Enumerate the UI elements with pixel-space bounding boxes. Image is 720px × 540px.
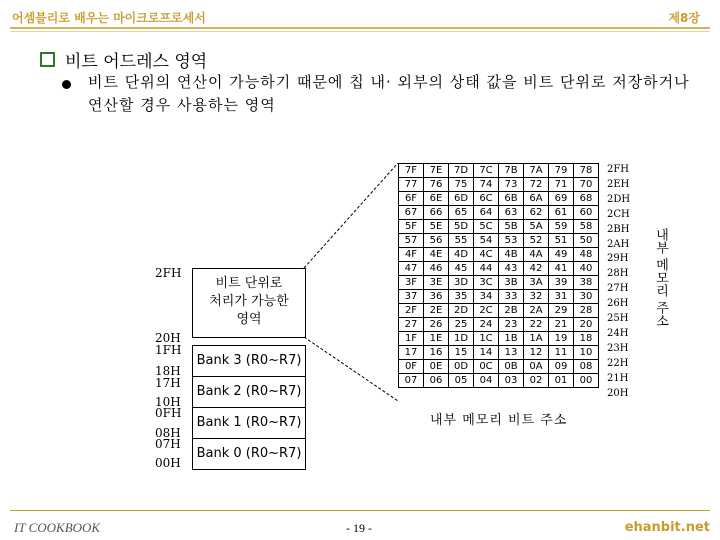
grid-row bbox=[399, 234, 599, 248]
grid-row bbox=[399, 290, 599, 304]
grid-cell: 36 bbox=[424, 290, 449, 304]
grid-cell: 77 bbox=[399, 178, 424, 192]
grid-cell: 70 bbox=[574, 178, 599, 192]
grid-caption: 내부 메모리 비트 주소 bbox=[430, 413, 568, 428]
grid-cell: 6A bbox=[524, 192, 549, 206]
grid-cell: 6C bbox=[474, 192, 499, 206]
grid-cell: 53 bbox=[499, 234, 524, 248]
grid-cell: 2C bbox=[474, 304, 499, 318]
left-address: 08H bbox=[155, 426, 181, 440]
grid-cell: 39 bbox=[549, 276, 574, 290]
grid-cell: 6E bbox=[424, 192, 449, 206]
grid-row bbox=[399, 178, 599, 192]
grid-cell: 5B bbox=[499, 220, 524, 234]
grid-cell: 79 bbox=[549, 164, 574, 178]
grid-cell: 49 bbox=[549, 248, 574, 262]
grid-cell: 04 bbox=[474, 374, 499, 388]
connector-bottom bbox=[304, 337, 398, 401]
grid-cell: 00 bbox=[574, 374, 599, 388]
grid-cell: 57 bbox=[399, 234, 424, 248]
left-address: 00H bbox=[155, 456, 181, 470]
grid-cell: 64 bbox=[474, 206, 499, 220]
grid-side-label: 내부 메모리 주소 bbox=[653, 228, 668, 328]
grid-cell: 1C bbox=[474, 332, 499, 346]
grid-cell: 3C bbox=[474, 276, 499, 290]
grid-cell: 14 bbox=[474, 346, 499, 360]
bit-area-box bbox=[192, 268, 306, 338]
grid-cell: 3B bbox=[499, 276, 524, 290]
grid-cell: 76 bbox=[424, 178, 449, 192]
grid-cell: 4F bbox=[399, 248, 424, 262]
grid-cell: 6D bbox=[449, 192, 474, 206]
left-address: 10H bbox=[155, 395, 181, 409]
grid-row-address: 22H bbox=[607, 357, 629, 369]
left-address: 17H bbox=[155, 376, 181, 390]
grid-row-address: 2FH bbox=[607, 164, 630, 175]
grid-row bbox=[399, 360, 599, 374]
bit-area-line: 영역 bbox=[236, 312, 262, 327]
page-number: - 19 - bbox=[346, 521, 372, 535]
grid-row bbox=[399, 164, 599, 178]
bank-3-box: Bank 3 (R0~R7) bbox=[192, 345, 306, 377]
grid-cell: 46 bbox=[424, 262, 449, 276]
grid-cell: 3E bbox=[424, 276, 449, 290]
grid-cell: 42 bbox=[524, 262, 549, 276]
grid-cell: 17 bbox=[399, 346, 424, 360]
grid-row-address: 21H bbox=[607, 372, 629, 384]
grid-row bbox=[399, 374, 599, 388]
grid-cell: 7B bbox=[499, 164, 524, 178]
grid-cell: 34 bbox=[474, 290, 499, 304]
grid-row-address: 2CH bbox=[607, 208, 630, 220]
grid-cell: 6B bbox=[499, 192, 524, 206]
grid-cell: 73 bbox=[499, 178, 524, 192]
grid-cell: 0C bbox=[474, 360, 499, 374]
grid-cell: 12 bbox=[524, 346, 549, 360]
grid-cell: 1A bbox=[524, 332, 549, 346]
grid-cell: 7F bbox=[399, 164, 424, 178]
grid-cell: 15 bbox=[449, 346, 474, 360]
body-paragraph: 비트 단위의 연산이 가능하기 때문에 칩 내· 외부의 상태 값을 비트 단위로 저장하거나 연산할 경우 사용하는 영역 bbox=[88, 73, 690, 114]
grid-cell: 58 bbox=[574, 220, 599, 234]
grid-cell: 16 bbox=[424, 346, 449, 360]
grid-cell: 18 bbox=[574, 332, 599, 346]
header-book-title: 어셈블리로 배우는 마이크로프로세서 bbox=[12, 11, 206, 25]
grid-cell: 54 bbox=[474, 234, 499, 248]
grid-cell: 43 bbox=[499, 262, 524, 276]
grid-cell: 06 bbox=[424, 374, 449, 388]
grid-row bbox=[399, 276, 599, 290]
grid-cell: 67 bbox=[399, 206, 424, 220]
grid-cell: 19 bbox=[549, 332, 574, 346]
grid-cell: 30 bbox=[574, 290, 599, 304]
grid-row-address: 27H bbox=[607, 283, 629, 295]
bank-1-box: Bank 1 (R0~R7) bbox=[192, 407, 306, 439]
grid-cell: 63 bbox=[499, 206, 524, 220]
grid-row bbox=[399, 192, 599, 206]
section-title: 비트 어드레스 영역 bbox=[65, 52, 208, 72]
grid-row bbox=[399, 332, 599, 346]
grid-cell: 44 bbox=[474, 262, 499, 276]
grid-cell: 2E bbox=[424, 304, 449, 318]
grid-cell: 7A bbox=[524, 164, 549, 178]
grid-cell: 4D bbox=[449, 248, 474, 262]
grid-cell: 0B bbox=[499, 360, 524, 374]
grid-row-address: 2DH bbox=[607, 193, 631, 205]
grid-cell: 69 bbox=[549, 192, 574, 206]
grid-cell: 25 bbox=[449, 318, 474, 332]
grid-cell: 41 bbox=[549, 262, 574, 276]
grid-cell: 2D bbox=[449, 304, 474, 318]
left-address: 07H bbox=[155, 437, 181, 451]
left-address: 20H bbox=[155, 331, 181, 345]
footer-series: IT COOKBOOK bbox=[14, 520, 101, 535]
grid-cell: 28 bbox=[574, 304, 599, 318]
grid-cell: 26 bbox=[424, 318, 449, 332]
grid-row-address: 2BH bbox=[607, 223, 630, 235]
grid-cell: 0F bbox=[399, 360, 424, 374]
grid-row bbox=[399, 220, 599, 234]
grid-cell: 20 bbox=[574, 318, 599, 332]
grid-cell: 37 bbox=[399, 290, 424, 304]
grid-cell: 4B bbox=[499, 248, 524, 262]
grid-cell: 59 bbox=[549, 220, 574, 234]
grid-cell: 50 bbox=[574, 234, 599, 248]
grid-cell: 10 bbox=[574, 346, 599, 360]
grid-cell: 62 bbox=[524, 206, 549, 220]
footer-site: ehanbit.net bbox=[624, 520, 710, 535]
grid-row bbox=[399, 318, 599, 332]
grid-cell: 2F bbox=[399, 304, 424, 318]
grid-cell: 4E bbox=[424, 248, 449, 262]
grid-cell: 65 bbox=[449, 206, 474, 220]
grid-cell: 5F bbox=[399, 220, 424, 234]
left-address: 2FH bbox=[155, 266, 182, 280]
grid-cell: 2A bbox=[524, 304, 549, 318]
grid-cell: 4A bbox=[524, 248, 549, 262]
grid-cell: 7E bbox=[424, 164, 449, 178]
grid-cell: 78 bbox=[574, 164, 599, 178]
grid-cell: 60 bbox=[574, 206, 599, 220]
grid-row-address: 24H bbox=[607, 327, 629, 339]
grid-cell: 08 bbox=[574, 360, 599, 374]
grid-row bbox=[399, 206, 599, 220]
grid-row-address: 23H bbox=[607, 342, 629, 354]
grid-cell: 0E bbox=[424, 360, 449, 374]
grid-cell: 31 bbox=[549, 290, 574, 304]
grid-cell: 1F bbox=[399, 332, 424, 346]
grid-cell: 21 bbox=[549, 318, 574, 332]
grid-cell: 45 bbox=[449, 262, 474, 276]
grid-cell: 61 bbox=[549, 206, 574, 220]
grid-cell: 05 bbox=[449, 374, 474, 388]
grid-cell: 01 bbox=[549, 374, 574, 388]
grid-cell: 2B bbox=[499, 304, 524, 318]
header-chapter: 제8장 bbox=[668, 11, 700, 25]
grid-cell: 09 bbox=[549, 360, 574, 374]
grid-cell: 40 bbox=[574, 262, 599, 276]
bit-area-line: 비트 단위로 bbox=[215, 276, 283, 291]
grid-row-address: 2AH bbox=[607, 238, 630, 250]
grid-cell: 66 bbox=[424, 206, 449, 220]
grid-cell: 13 bbox=[499, 346, 524, 360]
grid-cell: 29 bbox=[549, 304, 574, 318]
grid-cell: 5A bbox=[524, 220, 549, 234]
bit-address-grid bbox=[398, 163, 599, 388]
grid-cell: 32 bbox=[524, 290, 549, 304]
grid-cell: 4C bbox=[474, 248, 499, 262]
left-address: 18H bbox=[155, 364, 181, 378]
grid-cell: 56 bbox=[424, 234, 449, 248]
grid-row-address: 2EH bbox=[607, 178, 630, 190]
grid-cell: 38 bbox=[574, 276, 599, 290]
grid-cell: 5E bbox=[424, 220, 449, 234]
grid-row-address: 25H bbox=[607, 313, 629, 324]
connector-top bbox=[304, 163, 398, 268]
grid-cell: 3F bbox=[399, 276, 424, 290]
grid-cell: 3A bbox=[524, 276, 549, 290]
grid-cell: 68 bbox=[574, 192, 599, 206]
grid-row-address: 28H bbox=[607, 268, 629, 280]
grid-cell: 3D bbox=[449, 276, 474, 290]
grid-cell: 72 bbox=[524, 178, 549, 192]
grid-cell: 24 bbox=[474, 318, 499, 332]
bit-area-line: 처리가 가능한 bbox=[209, 294, 289, 309]
grid-cell: 71 bbox=[549, 178, 574, 192]
grid-cell: 55 bbox=[449, 234, 474, 248]
grid-cell: 11 bbox=[549, 346, 574, 360]
grid-cell: 74 bbox=[474, 178, 499, 192]
grid-cell: 33 bbox=[499, 290, 524, 304]
grid-cell: 07 bbox=[399, 374, 424, 388]
grid-cell: 0A bbox=[524, 360, 549, 374]
grid-row-address: 26H bbox=[607, 298, 629, 310]
grid-cell: 1E bbox=[424, 332, 449, 346]
bank-0-box: Bank 0 (R0~R7) bbox=[192, 438, 306, 470]
grid-cell: 7C bbox=[474, 164, 499, 178]
footer-rule bbox=[10, 510, 710, 511]
grid-cell: 1D bbox=[449, 332, 474, 346]
left-address: 1FH bbox=[155, 343, 182, 357]
grid-cell: 35 bbox=[449, 290, 474, 304]
grid-cell: 51 bbox=[549, 234, 574, 248]
grid-cell: 48 bbox=[574, 248, 599, 262]
grid-cell: 27 bbox=[399, 318, 424, 332]
grid-cell: 5C bbox=[474, 220, 499, 234]
grid-row bbox=[399, 346, 599, 360]
grid-row bbox=[399, 304, 599, 318]
grid-cell: 1B bbox=[499, 332, 524, 346]
grid-cell: 6F bbox=[399, 192, 424, 206]
grid-row-address: 29H bbox=[607, 253, 629, 265]
grid-row-address: 20H bbox=[607, 387, 629, 399]
bank-2-box: Bank 2 (R0~R7) bbox=[192, 376, 306, 408]
grid-cell: 47 bbox=[399, 262, 424, 276]
grid-cell: 52 bbox=[524, 234, 549, 248]
grid-cell: 0D bbox=[449, 360, 474, 374]
grid-row bbox=[399, 262, 599, 276]
grid-cell: 75 bbox=[449, 178, 474, 192]
grid-cell: 02 bbox=[524, 374, 549, 388]
grid-cell: 23 bbox=[499, 318, 524, 332]
grid-cell: 03 bbox=[499, 374, 524, 388]
left-address: 0FH bbox=[155, 406, 182, 420]
grid-cell: 5D bbox=[449, 220, 474, 234]
grid-row bbox=[399, 248, 599, 262]
grid-cell: 7D bbox=[449, 164, 474, 178]
grid-cell: 22 bbox=[524, 318, 549, 332]
